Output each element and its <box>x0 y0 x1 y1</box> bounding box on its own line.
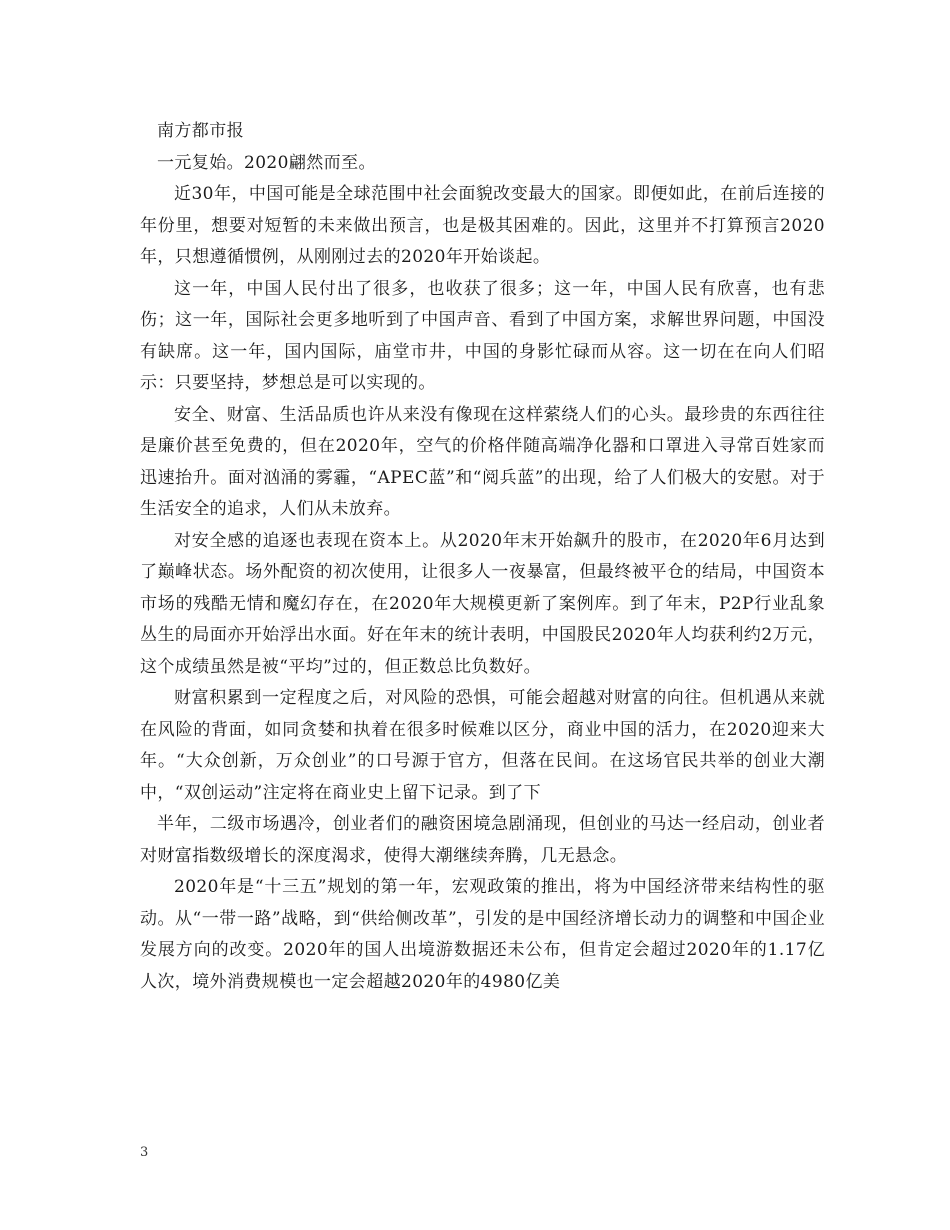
paragraph-2: 这一年，中国人民付出了很多，也收获了很多；这一年，中国人民有欣喜，也有悲伤；这一年，国际社会更多地听到了中国声音、看到了中国方案，求解世界问题，中国没有缺席。这一年，国内国际，庙堂市井，中国的身影忙碌而从容。这一切在在向人们昭示：只要坚持，梦想总是可以实现的。 <box>140 278 825 393</box>
paragraph-3: 安全、财富、生活品质也许从来没有像现在这样萦绕人们的心头。最珍贵的东西往往是廉价甚至免费的，但在2020年，空气的价格伴随高端净化器和口罩进入寻常百姓家而迅速抬升。面对汹涌的雾霾，“APEC蓝”和“阅兵蓝”的出现，给了人们极大的安慰。对于生活安全的追求，人们从未放弃。 <box>140 404 825 519</box>
paragraph-5: 财富积累到一定程度之后，对风险的恐惧，可能会超越对财富的向往。但机遇从来就在风险的背面，如同贪婪和执着在很多时候难以区分，商业中国的活力，在2020迎来大年。“大众创新，万众创业”的口号源于官方，但落在民间。在这场官民共举的创业大潮中，“双创运动”注定将在商业史上留下记录。到了下 <box>140 688 825 803</box>
paragraph-6: 半年，二级市场遇冷，创业者们的融资困境急剧涌现，但创业的马达一经启动，创业者对财富指数级增长的深度渴求，使得大潮继续奔腾，几无悬念。 <box>140 814 825 866</box>
headline-line: 一元复始。2020翩然而至。 <box>157 152 376 173</box>
paragraph-1: 近30年，中国可能是全球范围中社会面貌改变最大的国家。即便如此，在前后连接的年份里，想要对短暂的未来做出预言，也是极其困难的。因此，这里并不打算预言2020年，只想遵循惯例，从刚刚过去的2020年开始谈起。 <box>140 184 825 267</box>
paragraph-7: 2020年是“十三五”规划的第一年，宏观政策的推出，将为中国经济带来结构性的驱动。从“一带一路”战略，到“供给侧改革”，引发的是中国经济增长动力的调整和中国企业发展方向的改变。2020年的国人出境游数据还未公布，但肯定会超过2020年的1.17亿人次，境外消费规模也一定会超越2020年的4980亿美 <box>140 877 825 992</box>
source-line: 南方都市报 <box>157 121 244 141</box>
article-body <box>140 116 825 998</box>
page-number: 3 <box>140 1145 149 1160</box>
paragraph-4: 对安全感的追逐也表现在资本上。从2020年末开始飙升的股市，在2020年6月达到了巅峰状态。场外配资的初次使用，让很多人一夜暴富，但最终被平仓的结局，中国资本市场的残酷无情和魔幻存在，在2020年大规模更新了案例库。到了年末，P2P行业乱象丛生的局面亦开始浮出水面。好在年末的统计表明，中国股民2020年人均获利约2万元，这个成绩虽然是被“平均”过的，但正数总比负数好。 <box>140 530 825 677</box>
